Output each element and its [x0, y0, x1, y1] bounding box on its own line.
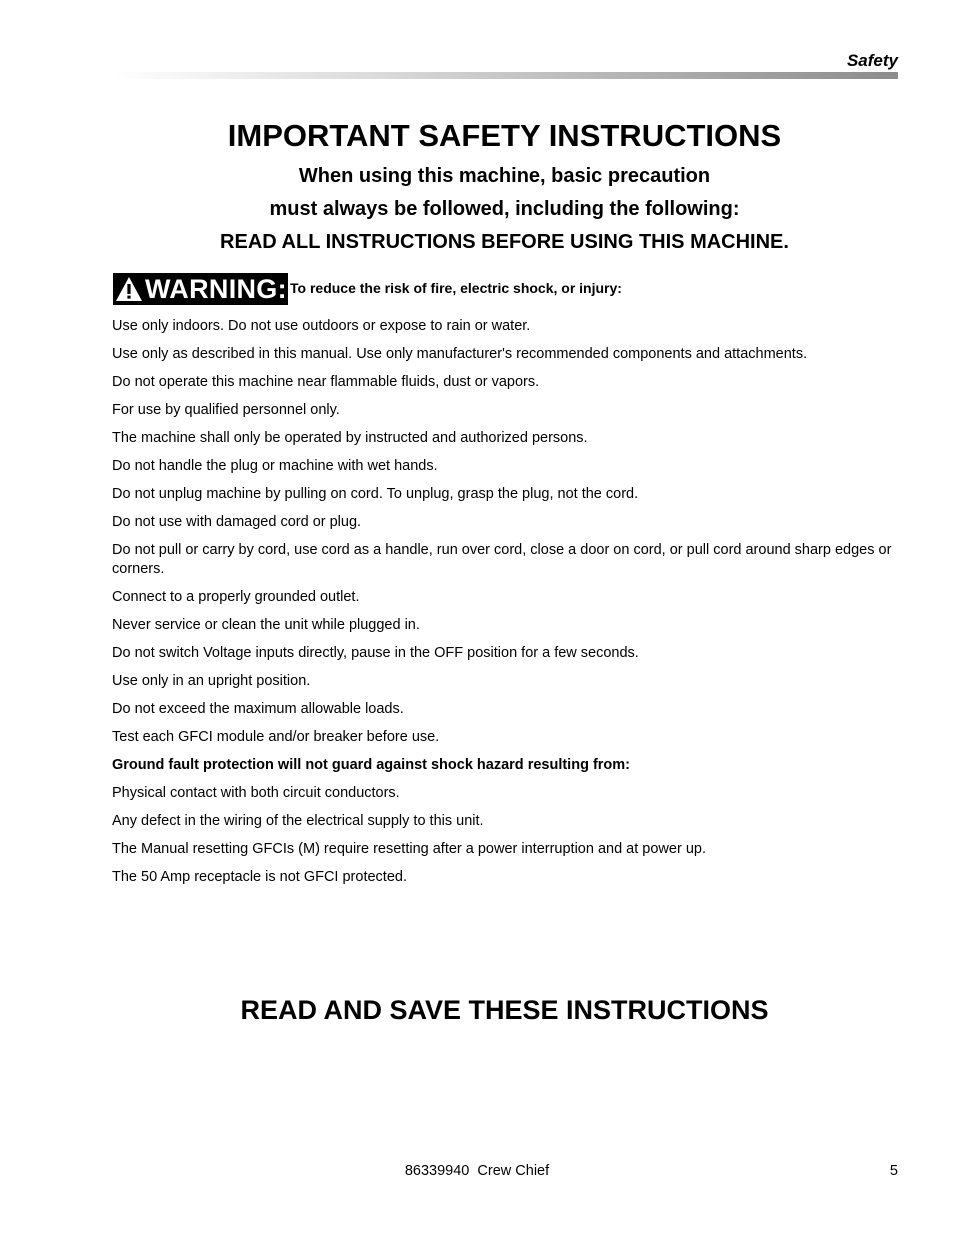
safety-rule-item: Do not switch Voltage inputs directly, pause in the OFF position for a few seconds. — [112, 645, 639, 661]
header-section-title: Safety — [846, 51, 898, 70]
safety-rule-item: Use only indoors. Do not use outdoors or expose to rain or water. — [112, 318, 531, 334]
safety-rule-item: Never service or clean the unit while plugged in. — [112, 617, 420, 633]
safety-rule-item: The machine shall only be operated by instructed and authorized persons. — [112, 430, 588, 446]
safety-rule-item: Do not pull or carry by cord, use cord as a handle, run over cord, close a door on cord, or pull cord around sharp edges or corners. — [112, 542, 892, 577]
warning-text: To reduce the risk of fire, electric shock, or injury: — [290, 280, 622, 296]
warning-badge — [113, 273, 288, 305]
main-title: IMPORTANT SAFETY INSTRUCTIONS — [227, 118, 782, 153]
safety-rule-item: Ground fault protection will not guard against shock hazard resulting from: — [112, 757, 630, 773]
safety-rule-item: The Manual resetting GFCIs (M) require resetting after a power interruption and at power up. — [112, 841, 706, 857]
footer-document-id: 86339940 Crew Chief — [404, 1163, 550, 1179]
warning-triangle-icon — [115, 276, 143, 302]
subtitle-line-2: must always be followed, including the following: — [269, 198, 740, 220]
safety-rules-list — [112, 317, 902, 896]
closing-title: READ AND SAVE THESE INSTRUCTIONS — [240, 995, 769, 1025]
safety-rule-item: Do not operate this machine near flammable fluids, dust or vapors. — [112, 374, 540, 390]
warning-label: WARNING: — [145, 274, 287, 304]
footer-page-number: 5 — [889, 1163, 898, 1179]
safety-rule-item: Any defect in the wiring of the electrical supply to this unit. — [112, 813, 484, 829]
safety-rule-item: Physical contact with both circuit conductors. — [112, 785, 400, 801]
safety-rule-item: Test each GFCI module and/or breaker before use. — [112, 729, 440, 745]
safety-rule-item: Do not exceed the maximum allowable loads. — [112, 701, 404, 717]
safety-rule-item: Connect to a properly grounded outlet. — [112, 589, 360, 605]
subtitle-line-3: READ ALL INSTRUCTIONS BEFORE USING THIS MACHINE. — [220, 231, 789, 253]
safety-rule-item: The 50 Amp receptacle is not GFCI protected. — [112, 869, 407, 885]
safety-rule-item: Do not handle the plug or machine with wet hands. — [112, 458, 438, 474]
subtitle-line-1: When using this machine, basic precaution — [298, 165, 711, 187]
safety-rule-item: Use only as described in this manual. Use only manufacturer's recommended components and attachments. — [112, 346, 808, 362]
safety-rule-item: For use by qualified personnel only. — [112, 402, 340, 418]
safety-rule-item: Use only in an upright position. — [112, 673, 311, 689]
safety-rule-item: Do not unplug machine by pulling on cord. To unplug, grasp the plug, not the cord. — [112, 486, 639, 502]
safety-rule-item: Do not use with damaged cord or plug. — [112, 514, 362, 530]
header-gradient-rule — [112, 72, 898, 79]
